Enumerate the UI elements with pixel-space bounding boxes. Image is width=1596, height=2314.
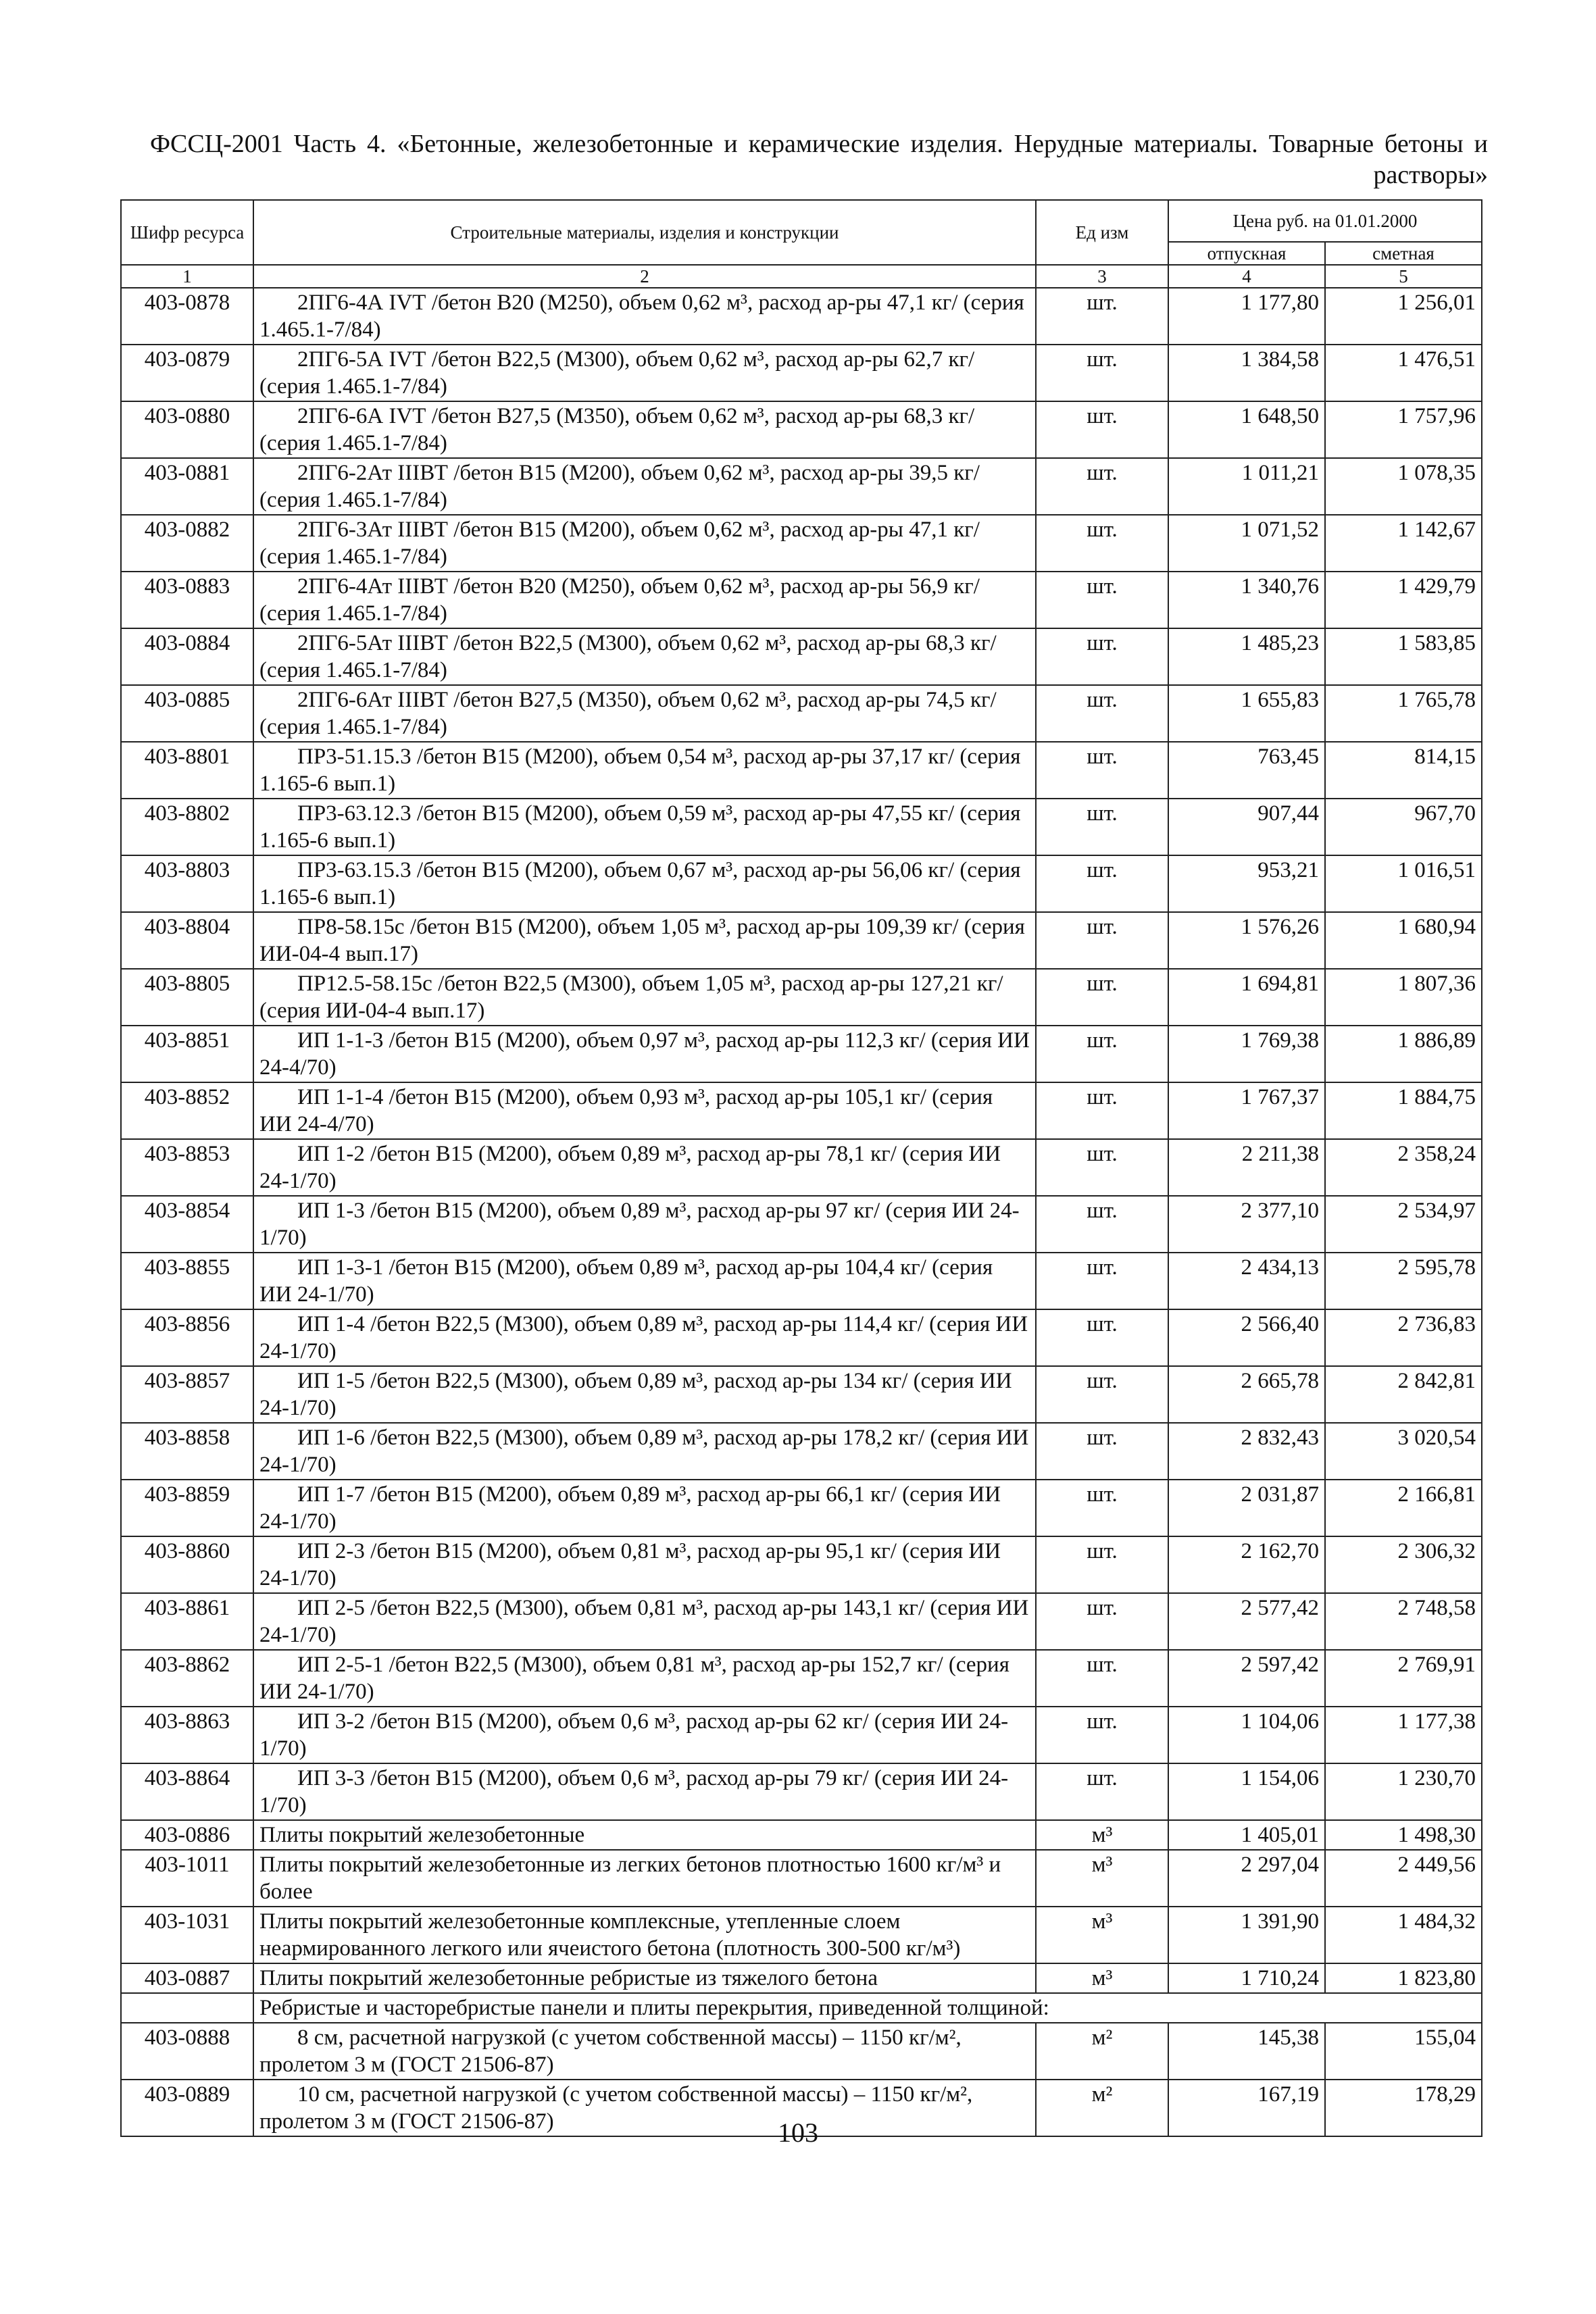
price-table — [120, 199, 1482, 2137]
table-row — [121, 969, 1482, 1026]
release-price: 1 767,37 — [1168, 1082, 1325, 1139]
estimate-price: 1 230,70 — [1325, 1763, 1482, 1820]
table-row — [121, 1593, 1482, 1650]
release-price: 1 655,83 — [1168, 685, 1325, 742]
unit-of-measure: м² — [1036, 2080, 1168, 2136]
material-name: ПР3-51.15.3 /бетон В15 (М200), объем 0,54 м³, расход ар-ры 37,17 кг/ (серия 1.165-6 вып.1) — [253, 742, 1036, 799]
material-name: 2ПГ6-6А IVТ /бетон В27,5 (М350), объем 0,62 м³, расход ар-ры 68,3 кг/ (серия 1.465.1-7/84) — [253, 401, 1036, 458]
resource-code: 403-8803 — [121, 855, 253, 912]
estimate-price: 1 016,51 — [1325, 855, 1482, 912]
table-row — [121, 1820, 1482, 1850]
release-price: 1 154,06 — [1168, 1763, 1325, 1820]
estimate-price: 2 166,81 — [1325, 1480, 1482, 1536]
table-row — [121, 1026, 1482, 1082]
material-name: 2ПГ6-2Ат IIIВТ /бетон В15 (М200), объем 0,62 м³, расход ар-ры 39,5 кг/ (серия 1.465.1-7/84) — [253, 458, 1036, 515]
estimate-price: 1 807,36 — [1325, 969, 1482, 1026]
table-row — [121, 1423, 1482, 1480]
resource-code: 403-8864 — [121, 1763, 253, 1820]
estimate-price: 1 583,85 — [1325, 628, 1482, 685]
release-price: 1 648,50 — [1168, 401, 1325, 458]
material-name: ИП 1-5 /бетон В22,5 (М300), объем 0,89 м³, расход ар-ры 134 кг/ (серия ИИ 24-1/70) — [253, 1366, 1036, 1423]
material-name: Плиты покрытий железобетонные из легких бетонов плотностью 1600 кг/м³ и более — [253, 1850, 1036, 1907]
table-row — [121, 458, 1482, 515]
material-name: ПР3-63.15.3 /бетон В15 (М200), объем 0,67 м³, расход ар-ры 56,06 кг/ (серия 1.165-6 вып.1) — [253, 855, 1036, 912]
release-price: 2 211,38 — [1168, 1139, 1325, 1196]
release-price: 1 485,23 — [1168, 628, 1325, 685]
table-row — [121, 628, 1482, 685]
resource-code: 403-8861 — [121, 1593, 253, 1650]
material-name: ИП 1-1-4 /бетон В15 (М200), объем 0,93 м³, расход ар-ры 105,1 кг/ (серия ИИ 24-4/70) — [253, 1082, 1036, 1139]
unit-of-measure: шт. — [1036, 1196, 1168, 1253]
page-number: 103 — [778, 2117, 818, 2148]
unit-of-measure: м³ — [1036, 1820, 1168, 1850]
resource-code: 403-0879 — [121, 345, 253, 401]
release-price: 1 104,06 — [1168, 1707, 1325, 1763]
unit-of-measure: шт. — [1036, 685, 1168, 742]
material-name: ИП 1-3-1 /бетон В15 (М200), объем 0,89 м³, расход ар-ры 104,4 кг/ (серия ИИ 24-1/70) — [253, 1253, 1036, 1309]
unit-of-measure: шт. — [1036, 572, 1168, 628]
resource-code: 403-0884 — [121, 628, 253, 685]
unit-of-measure: м³ — [1036, 1963, 1168, 1993]
release-price: 2 665,78 — [1168, 1366, 1325, 1423]
section-row — [121, 1993, 1482, 2023]
estimate-price: 1 476,51 — [1325, 345, 1482, 401]
column-number: 4 — [1168, 265, 1325, 288]
release-price: 1 011,21 — [1168, 458, 1325, 515]
unit-of-measure: шт. — [1036, 401, 1168, 458]
estimate-price: 814,15 — [1325, 742, 1482, 799]
unit-of-measure: шт. — [1036, 1082, 1168, 1139]
resource-code: 403-8857 — [121, 1366, 253, 1423]
resource-code: 403-0889 — [121, 2080, 253, 2136]
resource-code: 403-0878 — [121, 288, 253, 345]
unit-of-measure: шт. — [1036, 1650, 1168, 1707]
table-row — [121, 855, 1482, 912]
unit-of-measure: шт. — [1036, 345, 1168, 401]
material-name: 2ПГ6-4А IVТ /бетон В20 (М250), объем 0,62 м³, расход ар-ры 47,1 кг/ (серия 1.465.1-7/84) — [253, 288, 1036, 345]
unit-of-measure: шт. — [1036, 1480, 1168, 1536]
unit-of-measure: м³ — [1036, 1907, 1168, 1963]
resource-code: 403-8852 — [121, 1082, 253, 1139]
estimate-price: 2 358,24 — [1325, 1139, 1482, 1196]
estimate-price: 2 769,91 — [1325, 1650, 1482, 1707]
resource-code: 403-8858 — [121, 1423, 253, 1480]
header-name: Строительные материалы, изделия и конструкции — [253, 200, 1036, 265]
material-name: 2ПГ6-5А IVТ /бетон В22,5 (М300), объем 0,62 м³, расход ар-ры 62,7 кг/ (серия 1.465.1-7/84) — [253, 345, 1036, 401]
release-price: 1 576,26 — [1168, 912, 1325, 969]
material-name: 10 см, расчетной нагрузкой (с учетом собственной массы) – 1150 кг/м², пролетом 3 м (ГОСТ 21506-87) — [253, 2080, 1036, 2136]
column-number: 2 — [253, 265, 1036, 288]
table-row — [121, 1366, 1482, 1423]
resource-code: 403-8862 — [121, 1650, 253, 1707]
resource-code: 403-1011 — [121, 1850, 253, 1907]
resource-code: 403-8804 — [121, 912, 253, 969]
unit-of-measure: шт. — [1036, 458, 1168, 515]
table-row — [121, 1253, 1482, 1309]
estimate-price: 1 886,89 — [1325, 1026, 1482, 1082]
resource-code: 403-8851 — [121, 1026, 253, 1082]
estimate-price: 178,29 — [1325, 2080, 1482, 2136]
material-name: ИП 1-4 /бетон В22,5 (М300), объем 0,89 м³, расход ар-ры 114,4 кг/ (серия ИИ 24-1/70) — [253, 1309, 1036, 1366]
column-number: 3 — [1036, 265, 1168, 288]
table-row — [121, 1309, 1482, 1366]
column-number: 1 — [121, 265, 253, 288]
resource-code: 403-8853 — [121, 1139, 253, 1196]
estimate-price: 1 823,80 — [1325, 1963, 1482, 1993]
release-price: 2 434,13 — [1168, 1253, 1325, 1309]
header-price-estimate: сметная — [1325, 242, 1482, 265]
estimate-price: 1 256,01 — [1325, 288, 1482, 345]
release-price: 2 566,40 — [1168, 1309, 1325, 1366]
section-code-cell — [121, 1993, 253, 2023]
resource-code: 403-1031 — [121, 1907, 253, 1963]
material-name: ИП 1-1-3 /бетон В15 (М200), объем 0,97 м³, расход ар-ры 112,3 кг/ (серия ИИ 24-4/70) — [253, 1026, 1036, 1082]
table-row — [121, 1536, 1482, 1593]
resource-code: 403-0883 — [121, 572, 253, 628]
estimate-price: 1 498,30 — [1325, 1820, 1482, 1850]
table-row — [121, 572, 1482, 628]
release-price: 1 177,80 — [1168, 288, 1325, 345]
resource-code: 403-0887 — [121, 1963, 253, 1993]
estimate-price: 2 748,58 — [1325, 1593, 1482, 1650]
unit-of-measure: шт. — [1036, 742, 1168, 799]
header-code: Шифр ресурса — [121, 200, 253, 265]
material-name: ПР8-58.15с /бетон В15 (М200), объем 1,05 м³, расход ар-ры 109,39 кг/ (серия ИИ-04-4 вып.17) — [253, 912, 1036, 969]
unit-of-measure: шт. — [1036, 1366, 1168, 1423]
table-row — [121, 912, 1482, 969]
table-row — [121, 1139, 1482, 1196]
table-row — [121, 1850, 1482, 1907]
table-row — [121, 742, 1482, 799]
unit-of-measure: шт. — [1036, 1309, 1168, 1366]
section-heading: Ребристые и часторебристые панели и плиты перекрытия, приведенной толщиной: — [253, 1993, 1482, 2023]
release-price: 2 832,43 — [1168, 1423, 1325, 1480]
unit-of-measure: шт. — [1036, 1139, 1168, 1196]
resource-code: 403-0886 — [121, 1820, 253, 1850]
material-name: Плиты покрытий железобетонные комплексные, утепленные слоем неармированного легкого или ячеистого бетона (плотность 300-500 кг/м³) — [253, 1907, 1036, 1963]
material-name: Плиты покрытий железобетонные — [253, 1820, 1036, 1850]
resource-code: 403-8863 — [121, 1707, 253, 1763]
material-name: ИП 3-3 /бетон В15 (М200), объем 0,6 м³, расход ар-ры 79 кг/ (серия ИИ 24-1/70) — [253, 1763, 1036, 1820]
release-price: 2 297,04 — [1168, 1850, 1325, 1907]
resource-code: 403-8801 — [121, 742, 253, 799]
table-row — [121, 288, 1482, 345]
material-name: ИП 1-6 /бетон В22,5 (М300), объем 0,89 м³, расход ар-ры 178,2 кг/ (серия ИИ 24-1/70) — [253, 1423, 1036, 1480]
table-row — [121, 1196, 1482, 1253]
table-row — [121, 345, 1482, 401]
table-row — [121, 1650, 1482, 1707]
column-number: 5 — [1325, 265, 1482, 288]
release-price: 763,45 — [1168, 742, 1325, 799]
release-price: 2 162,70 — [1168, 1536, 1325, 1593]
estimate-price: 2 842,81 — [1325, 1366, 1482, 1423]
release-price: 1 769,38 — [1168, 1026, 1325, 1082]
estimate-price: 1 429,79 — [1325, 572, 1482, 628]
resource-code: 403-8859 — [121, 1480, 253, 1536]
estimate-price: 967,70 — [1325, 799, 1482, 855]
column-numbers-row — [121, 265, 1482, 288]
material-name: 2ПГ6-3Ат IIIВТ /бетон В15 (М200), объем 0,62 м³, расход ар-ры 47,1 кг/ (серия 1.465.1-7/84) — [253, 515, 1036, 572]
release-price: 1 340,76 — [1168, 572, 1325, 628]
unit-of-measure: шт. — [1036, 1763, 1168, 1820]
resource-code: 403-8856 — [121, 1309, 253, 1366]
unit-of-measure: шт. — [1036, 1707, 1168, 1763]
resource-code: 403-0882 — [121, 515, 253, 572]
estimate-price: 1 484,32 — [1325, 1907, 1482, 1963]
estimate-price: 2 595,78 — [1325, 1253, 1482, 1309]
table-body — [121, 288, 1482, 2136]
release-price: 2 031,87 — [1168, 1480, 1325, 1536]
unit-of-measure: шт. — [1036, 799, 1168, 855]
resource-code: 403-8855 — [121, 1253, 253, 1309]
material-name: 2ПГ6-4Ат IIIВТ /бетон В20 (М250), объем 0,62 м³, расход ар-ры 56,9 кг/ (серия 1.465.1-7/84) — [253, 572, 1036, 628]
estimate-price: 1 142,67 — [1325, 515, 1482, 572]
material-name: ИП 2-3 /бетон В15 (М200), объем 0,81 м³, расход ар-ры 95,1 кг/ (серия ИИ 24-1/70) — [253, 1536, 1036, 1593]
estimate-price: 1 884,75 — [1325, 1082, 1482, 1139]
release-price: 1 391,90 — [1168, 1907, 1325, 1963]
table-row — [121, 685, 1482, 742]
estimate-price: 2 306,32 — [1325, 1536, 1482, 1593]
release-price: 167,19 — [1168, 2080, 1325, 2136]
table-row — [121, 1480, 1482, 1536]
resource-code: 403-8854 — [121, 1196, 253, 1253]
header-price-release: отпускная — [1168, 242, 1325, 265]
unit-of-measure: шт. — [1036, 288, 1168, 345]
unit-of-measure: м² — [1036, 2023, 1168, 2080]
material-name: ИП 3-2 /бетон В15 (М200), объем 0,6 м³, расход ар-ры 62 кг/ (серия ИИ 24-1/70) — [253, 1707, 1036, 1763]
table-row — [121, 401, 1482, 458]
unit-of-measure: шт. — [1036, 628, 1168, 685]
material-name: 2ПГ6-6Ат IIIВТ /бетон В27,5 (М350), объем 0,62 м³, расход ар-ры 74,5 кг/ (серия 1.465.1-7/84) — [253, 685, 1036, 742]
table-row — [121, 1907, 1482, 1963]
estimate-price: 3 020,54 — [1325, 1423, 1482, 1480]
header-unit: Ед изм — [1036, 200, 1168, 265]
material-name: ПР12.5-58.15с /бетон В22,5 (М300), объем 1,05 м³, расход ар-ры 127,21 кг/ (серия ИИ-04-4 вып.17) — [253, 969, 1036, 1026]
release-price: 2 577,42 — [1168, 1593, 1325, 1650]
unit-of-measure: шт. — [1036, 855, 1168, 912]
table-row — [121, 1763, 1482, 1820]
estimate-price: 1 078,35 — [1325, 458, 1482, 515]
table-row — [121, 799, 1482, 855]
unit-of-measure: шт. — [1036, 1536, 1168, 1593]
material-name: ИП 2-5 /бетон В22,5 (М300), объем 0,81 м³, расход ар-ры 143,1 кг/ (серия ИИ 24-1/70) — [253, 1593, 1036, 1650]
unit-of-measure: шт. — [1036, 1423, 1168, 1480]
material-name: 8 см, расчетной нагрузкой (с учетом собственной массы) – 1150 кг/м², пролетом 3 м (ГОСТ 21506-87) — [253, 2023, 1036, 2080]
material-name: ИП 1-7 /бетон В15 (М200), объем 0,89 м³, расход ар-ры 66,1 кг/ (серия ИИ 24-1/70) — [253, 1480, 1036, 1536]
estimate-price: 155,04 — [1325, 2023, 1482, 2080]
unit-of-measure: шт. — [1036, 1253, 1168, 1309]
unit-of-measure: шт. — [1036, 912, 1168, 969]
release-price: 1 405,01 — [1168, 1820, 1325, 1850]
estimate-price: 1 177,38 — [1325, 1707, 1482, 1763]
release-price: 2 597,42 — [1168, 1650, 1325, 1707]
page-title: ФССЦ-2001 Часть 4. «Бетонные, железобетонные и керамические изделия. Нерудные материалы. Товарные бетоны и растворы» — [150, 130, 1488, 189]
release-price: 907,44 — [1168, 799, 1325, 855]
estimate-price: 2 534,97 — [1325, 1196, 1482, 1253]
unit-of-measure: шт. — [1036, 515, 1168, 572]
table-row — [121, 1707, 1482, 1763]
table-row — [121, 2023, 1482, 2080]
resource-code: 403-0885 — [121, 685, 253, 742]
resource-code: 403-8860 — [121, 1536, 253, 1593]
estimate-price: 2 736,83 — [1325, 1309, 1482, 1366]
material-name: ПР3-63.12.3 /бетон В15 (М200), объем 0,59 м³, расход ар-ры 47,55 кг/ (серия 1.165-6 вып.1) — [253, 799, 1036, 855]
header-price-group: Цена руб. на 01.01.2000 — [1168, 200, 1482, 242]
release-price: 1 071,52 — [1168, 515, 1325, 572]
resource-code: 403-8805 — [121, 969, 253, 1026]
material-name: Плиты покрытий железобетонные ребристые из тяжелого бетона — [253, 1963, 1036, 1993]
resource-code: 403-0888 — [121, 2023, 253, 2080]
release-price: 1 694,81 — [1168, 969, 1325, 1026]
resource-code: 403-0880 — [121, 401, 253, 458]
release-price: 1 710,24 — [1168, 1963, 1325, 1993]
material-name: ИП 2-5-1 /бетон В22,5 (М300), объем 0,81 м³, расход ар-ры 152,7 кг/ (серия ИИ 24-1/70) — [253, 1650, 1036, 1707]
estimate-price: 1 680,94 — [1325, 912, 1482, 969]
release-price: 1 384,58 — [1168, 345, 1325, 401]
estimate-price: 2 449,56 — [1325, 1850, 1482, 1907]
table-row — [121, 1963, 1482, 1993]
material-name: ИП 1-3 /бетон В15 (М200), объем 0,89 м³, расход ар-ры 97 кг/ (серия ИИ 24-1/70) — [253, 1196, 1036, 1253]
unit-of-measure: шт. — [1036, 1593, 1168, 1650]
table-row — [121, 1082, 1482, 1139]
resource-code: 403-0881 — [121, 458, 253, 515]
material-name: 2ПГ6-5Ат IIIВТ /бетон В22,5 (М300), объем 0,62 м³, расход ар-ры 68,3 кг/ (серия 1.465.1-7/84) — [253, 628, 1036, 685]
estimate-price: 1 765,78 — [1325, 685, 1482, 742]
unit-of-measure: шт. — [1036, 969, 1168, 1026]
estimate-price: 1 757,96 — [1325, 401, 1482, 458]
material-name: ИП 1-2 /бетон В15 (М200), объем 0,89 м³, расход ар-ры 78,1 кг/ (серия ИИ 24-1/70) — [253, 1139, 1036, 1196]
release-price: 145,38 — [1168, 2023, 1325, 2080]
resource-code: 403-8802 — [121, 799, 253, 855]
table-header — [121, 200, 1482, 288]
unit-of-measure: м³ — [1036, 1850, 1168, 1907]
release-price: 2 377,10 — [1168, 1196, 1325, 1253]
unit-of-measure: шт. — [1036, 1026, 1168, 1082]
table-row — [121, 515, 1482, 572]
release-price: 953,21 — [1168, 855, 1325, 912]
